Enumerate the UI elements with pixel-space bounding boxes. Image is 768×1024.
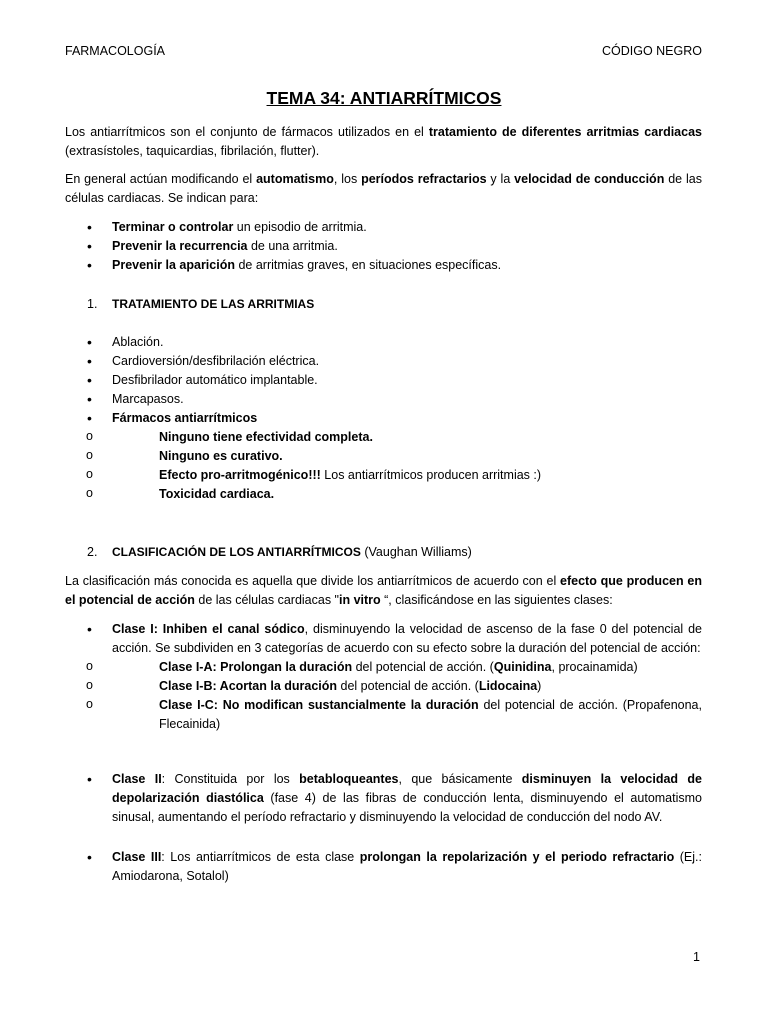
text-run-bold: Clase I-A: Prolongan la duración <box>159 660 353 674</box>
class-list <box>65 770 702 827</box>
text-run-bold: Clase III <box>112 850 162 864</box>
sub-list-item <box>65 428 702 447</box>
text-run-bold: automatismo <box>256 172 334 186</box>
text-run: : Constituida por los <box>161 772 300 786</box>
sub-list-item <box>65 447 702 466</box>
list-item: • Ablación. <box>65 333 702 352</box>
class-list <box>65 620 702 734</box>
sub-list-item <box>65 466 702 485</box>
sub-list-item <box>65 658 702 677</box>
text-run: un episodio de arritmia. <box>233 220 367 234</box>
list-item: • Desfibrilador automático implantable. <box>65 371 702 390</box>
text-run: , los <box>333 172 362 186</box>
text-run: “, clasificándose en las siguientes clases: <box>380 593 613 607</box>
drug-notes-list <box>65 428 702 504</box>
text-run-bold: velocidad de conducción <box>514 172 665 186</box>
sub-list-item <box>65 677 702 696</box>
text-run: La clasificación más conocida es aquella que divide los antiarrítmicos de acuerdo con el <box>65 574 561 588</box>
indications-list-block <box>65 218 702 275</box>
text-run-bold: períodos refractarios <box>361 172 487 186</box>
text-run-bold: Clase I-C: No modifican sustancialmente la duración <box>159 698 479 712</box>
text-run: ) <box>537 679 542 693</box>
text-run: de arritmias graves, en situaciones específicas. <box>234 258 502 272</box>
page-number: 1 <box>693 950 700 964</box>
section-title: CLASIFICACIÓN DE LOS ANTIARRÍTMICOS <box>112 545 361 559</box>
class-3-block <box>65 848 702 886</box>
intro-section <box>65 123 702 161</box>
text-run: (extrasístoles, taquicardias, fibrilación, flutter). <box>65 144 320 158</box>
list-item <box>65 256 702 275</box>
text-run-bold: Prevenir la aparición <box>112 258 235 272</box>
text-run-bold: Ninguno es curativo. <box>159 449 283 463</box>
page-title: TEMA 34: ANTIARRÍTMICOS <box>266 88 502 108</box>
text-run: Los antiarrítmicos producen arritmias :) <box>320 468 542 482</box>
class-1-subtypes <box>65 658 702 734</box>
list-item <box>65 218 702 237</box>
header-brand: CÓDIGO NEGRO <box>601 44 702 58</box>
text-run-bold: Toxicidad cardiaca. <box>159 487 275 501</box>
text-run-bold: Clase I: Inhiben el canal sódico <box>112 622 305 636</box>
text-run: : Los antiarrítmicos de esta clase <box>161 850 360 864</box>
intro-paragraph-2 <box>65 170 702 208</box>
section-1-heading <box>65 295 702 314</box>
text-run-bold: Fármacos antiarrítmicos <box>112 411 258 425</box>
text-run-bold: tratamiento de diferentes arritmias cardiacas <box>428 125 702 139</box>
indications-list <box>65 218 702 275</box>
text-run: , procainamida) <box>551 660 638 674</box>
text-run-bold: disminuyen la velocidad de depolarización diastólica <box>112 772 702 805</box>
text-run-bold: Clase II <box>112 772 162 786</box>
header-subject: FARMACOLOGÍA <box>65 44 166 58</box>
sub-list-item <box>65 485 702 504</box>
text-run-bold: Terminar o controlar <box>112 220 234 234</box>
intro-paragraph-2-block <box>65 170 702 208</box>
list-item: • Marcapasos. <box>65 390 702 409</box>
section-2-paragraph-block <box>65 572 702 610</box>
list-item-class-3 <box>65 848 702 886</box>
text-run-bold: betabloqueantes <box>299 772 399 786</box>
text-run: (Ej.: Amiodarona, Sotalol) <box>112 850 702 883</box>
classification-paragraph <box>65 572 702 610</box>
text-run-bold: Prevenir la recurrencia <box>112 239 248 253</box>
text-run-bold: in vitro <box>339 593 381 607</box>
section-title-suffix: (Vaughan Williams) <box>360 545 472 559</box>
class-1-block <box>65 620 702 734</box>
list-item <box>65 409 702 504</box>
text-run-bold: Efecto pro-arritmogénico!!! <box>159 468 321 482</box>
text-run: , disminuyendo la velocidad de ascenso de la fase 0 del potencial de acción. Se subdividen en 3 categorías de acuerdo con su efecto sobre la duración del potencial de acción: <box>112 622 702 655</box>
section-number: 1. <box>87 297 98 311</box>
class-2-block <box>65 770 702 827</box>
text-run: , que básicamente <box>398 772 522 786</box>
text-run: del potencial de acción. ( <box>337 679 479 693</box>
list-item: • Cardioversión/desfibrilación eléctrica. <box>65 352 702 371</box>
text-run: del potencial de acción. (Propafenona, Flecainida) <box>159 698 702 731</box>
section-number: 2. <box>87 545 98 559</box>
section-2-heading <box>65 543 702 562</box>
list-item-class-1 <box>65 620 702 734</box>
text-run: de las células cardiacas " <box>194 593 339 607</box>
text-run: de una arritmia. <box>247 239 338 253</box>
text-run: (fase 4) de las fibras de conducción lenta, disminuyendo el automatismo sinusal, aumentando el período refractario y disminuyendo la velocidad de conducción del nodo AV. <box>112 791 702 824</box>
text-run: del potencial de acción. ( <box>352 660 494 674</box>
treatment-list <box>65 333 702 504</box>
section-1-list-block <box>65 333 702 504</box>
text-run: En general actúan modificando el <box>65 172 257 186</box>
text-run-bold: efecto que producen en el potencial de acción <box>65 574 702 607</box>
text-run: de las células cardiacas. Se indican para: <box>65 172 702 205</box>
text-run-bold: Lidocaina <box>478 679 538 693</box>
text-run-bold: Quinidina <box>493 660 552 674</box>
text-run-bold: Clase I-B: Acortan la duración <box>159 679 338 693</box>
text-run-bold: Ninguno tiene efectividad completa. <box>159 430 373 444</box>
text-run: y la <box>486 172 515 186</box>
list-item-class-2 <box>65 770 702 827</box>
intro-paragraph-1 <box>65 123 702 161</box>
section-title: TRATAMIENTO DE LAS ARRITMIAS <box>112 297 315 311</box>
class-list <box>65 848 702 886</box>
text-run-bold: prolongan la repolarización y el periodo refractario <box>359 850 675 864</box>
list-item <box>65 237 702 256</box>
text-run: Los antiarrítmicos son el conjunto de fármacos utilizados en el <box>65 125 429 139</box>
sub-list-item <box>65 696 702 734</box>
